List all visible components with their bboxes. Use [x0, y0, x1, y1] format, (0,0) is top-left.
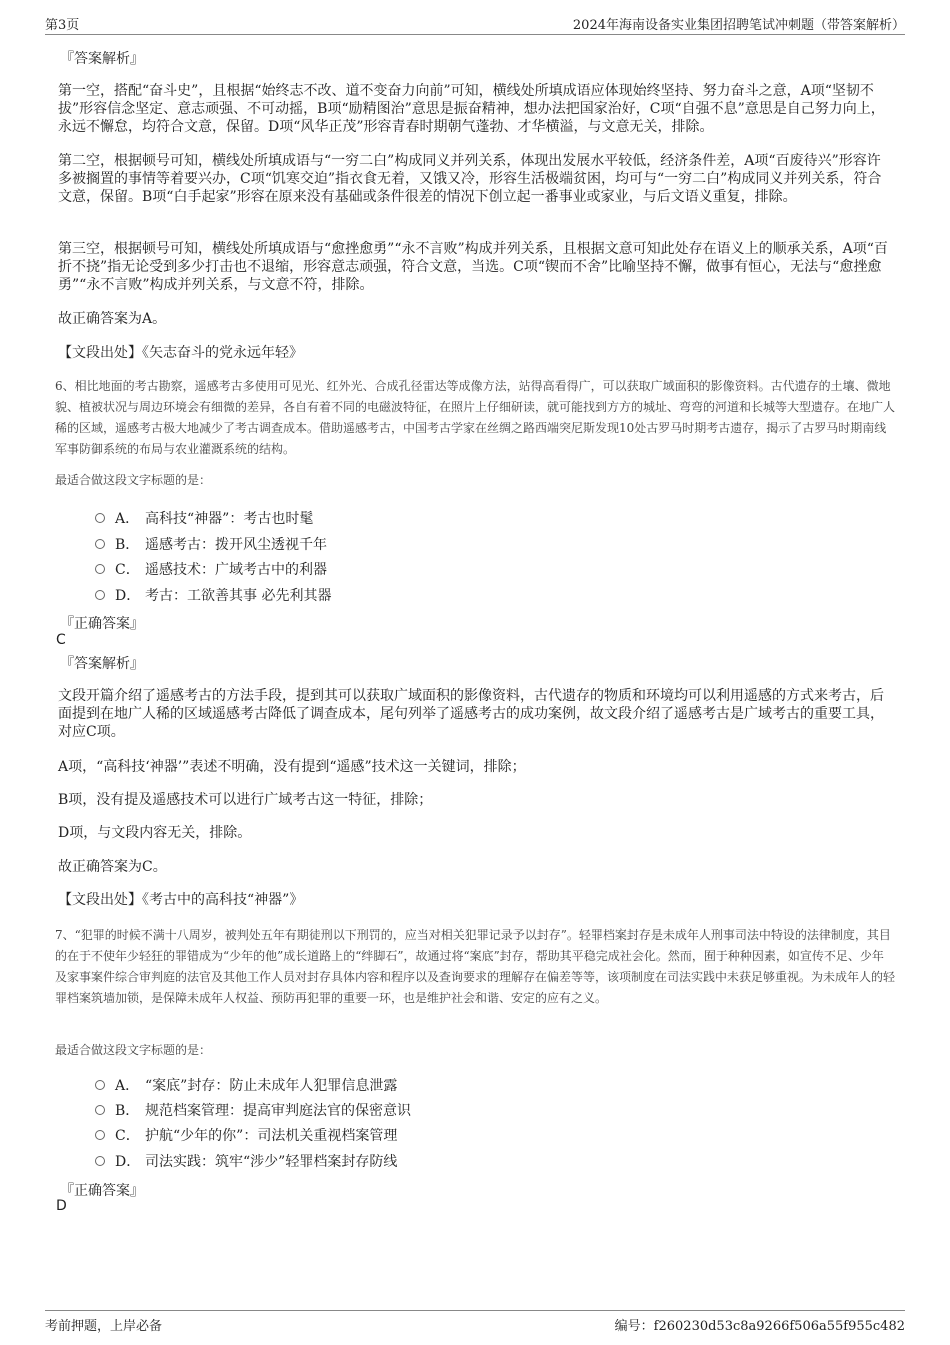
radio-icon[interactable] — [95, 564, 105, 574]
q6-option-a[interactable] — [95, 508, 313, 528]
page-footer — [45, 1310, 905, 1335]
option-letter: B． — [115, 1103, 140, 1119]
q6-analysis-paragraph-4: D项，与文段内容无关，排除。 — [58, 825, 252, 841]
option-letter: A． — [115, 511, 140, 527]
q5-analysis-paragraph-2: 第二空，根据顿号可知，横线处所填成语与“一穷二白”构成同义并列关系，体现出发展水平较低，经济条件差，A项“百废待兴”形容许多被搁置的事情等着要兴办，C项“饥寒交迫”指衣食无着，又饿又冷，形容生活极端贫困，均可与“一穷二白”构成同义并列关系，符合文意，保留。B项“白手起家”形容在原来没有基础或条件很差的情况下创立起一番事业或家业，与后文语义重复，排除。 — [58, 153, 882, 205]
q6-analysis-paragraph-3: B项，没有提及遥感技术可以进行广域考古这一特征，排除； — [58, 792, 433, 808]
q6-analysis-paragraph-1: 文段开篇介绍了遥感考古的方法手段，提到其可以获取广域面积的影像资料，古代遗存的物质和环境均可以利用遥感的方式来考古，后面提到在地广人稀的区域遥感考古降低了调查成本，尾句列举了遥感考古的成功案例，故文段介绍了遥感考古是广域考古的重要工具，对应C项。 — [58, 688, 884, 740]
option-text: 护航“少年的你”：司法机关重视档案管理 — [145, 1128, 398, 1144]
option-letter: D． — [115, 588, 141, 604]
radio-icon[interactable] — [95, 1130, 105, 1140]
option-letter: B． — [115, 537, 140, 553]
option-text: 规范档案管理：提高审判庭法官的保密意识 — [145, 1103, 411, 1119]
q6-stem: 6、相比地面的考古勘察，遥感考古多使用可见光、红外光、合成孔径雷达等成像方法，站得高看得广，可以获取广域面积的影像资料。古代遗存的土壤、微地貌、植被状况与周边环境会有细微的差异，各自有着不同的电磁波特征，在照片上仔细研读，就可能找到方方的城址、弯弯的河道和长城等大型遗存。在地广人稀的区域，遥感考古极大地减少了考古调查成本。借助遥感考古，中国考古学家在丝绸之路西端突尼斯发现10处古罗马时期考古遗存，揭示了古罗马时期南线军事防御系统的布局与农业灌溉系统的结构。 — [55, 379, 896, 456]
q7-option-a[interactable] — [95, 1075, 397, 1095]
q6-option-d[interactable] — [95, 585, 331, 605]
q7-prompt: 最适合做这段文字标题的是： — [55, 1043, 212, 1057]
document-title: 2024年海南设备实业集团招聘笔试冲刺题（带答案解析） — [572, 18, 905, 33]
radio-icon[interactable] — [95, 1080, 105, 1090]
q7-option-d[interactable] — [95, 1151, 397, 1171]
q5-conclusion: 故正确答案为A。 — [58, 311, 167, 327]
q5-source: 【文段出处】《矢志奋斗的党永远年轻》 — [58, 345, 303, 361]
q6-conclusion: 故正确答案为C。 — [58, 859, 167, 875]
q7-answer: D — [56, 1198, 67, 1214]
option-text: “案底”封存：防止未成年人犯罪信息泄露 — [145, 1078, 398, 1094]
q7-option-b[interactable] — [95, 1100, 411, 1120]
option-text: 考古：工欲善其事 必先利其器 — [145, 588, 332, 604]
radio-icon[interactable] — [95, 1156, 105, 1166]
q6-source: 【文段出处】《考古中的高科技“神器”》 — [58, 892, 304, 908]
q5-analysis-paragraph-3: 第三空，根据顿号可知，横线处所填成语与“愈挫愈勇”“永不言败”构成并列关系，且根据文意可知此处存在语义上的顺承关系，A项“百折不挠”指无论受到多少打击也不退缩，形容意志顽强，符合文意，当选。C项“锲而不舍”比喻坚持不懈，做事有恒心，无法与“愈挫愈勇”“永不言败”构成并列关系，与文意不符，排除。 — [58, 241, 888, 293]
option-text: 司法实践：筑牢“涉少”轻罪档案封存防线 — [145, 1154, 398, 1170]
option-letter: D． — [115, 1154, 141, 1170]
q6-analysis-label: 『答案解析』 — [60, 656, 144, 672]
radio-icon[interactable] — [95, 590, 105, 600]
q5-analysis-label: 『答案解析』 — [60, 51, 144, 67]
q6-answer: C — [56, 632, 66, 648]
radio-icon[interactable] — [95, 539, 105, 549]
option-text: 遥感考古：拨开风尘透视千年 — [145, 537, 327, 553]
footer-slogan: 考前押题，上岸必备 — [45, 1319, 163, 1334]
q7-option-c[interactable] — [95, 1125, 397, 1145]
option-text: 高科技“神器”：考古也时髦 — [145, 511, 314, 527]
option-letter: A． — [115, 1078, 140, 1094]
option-text: 遥感技术：广域考古中的利器 — [145, 562, 327, 578]
q6-analysis-paragraph-2: A项，“高科技‘神器’”表述不明确，没有提到“遥感”技术这一关键词，排除； — [58, 759, 526, 775]
q7-answer-label: 『正确答案』 — [60, 1183, 144, 1199]
radio-icon[interactable] — [95, 1105, 105, 1115]
option-letter: C． — [115, 1128, 140, 1144]
document-id: 编号：f260230d53c8a9266f506a55f955c482 — [614, 1319, 905, 1334]
q6-prompt: 最适合做这段文字标题的是： — [55, 473, 212, 487]
q6-answer-label: 『正确答案』 — [60, 616, 144, 632]
option-letter: C． — [115, 562, 140, 578]
page-header — [45, 12, 905, 35]
radio-icon[interactable] — [95, 513, 105, 523]
q6-option-c[interactable] — [95, 559, 327, 579]
q7-stem: 7、“犯罪的时候不满十八周岁，被判处五年有期徒刑以下刑罚的，应当对相关犯罪记录予以封存”。轻罪档案封存是未成年人刑事司法中特设的法律制度，其目的在于不使年少轻狂的罪错成为“少年的他”成长道路上的“绊脚石”，故通过将“案底”封存，帮助其平稳完成社会化。然而，囿于种种因素，如宣传不足、少年及家事案件综合审判庭的法官及其他工作人员对封存具体内容和程序以及查询要求的理解存在偏差等等，该项制度在司法实践中未获足够重视。为未成年人的轻罪档案筑墙加锁，是保障未成年人权益、预防再犯罪的重要一环，也是维护社会和谐、安定的应有之义。 — [55, 928, 896, 1005]
page-number: 第3页 — [45, 18, 80, 33]
q5-analysis-paragraph-1: 第一空，搭配“奋斗史”，且根据“始终志不改、道不变奋力向前”可知，横线处所填成语应体现始终坚持、努力奋斗之意，A项“坚韧不拔”形容信念坚定、意志顽强、不可动摇，B项“励精图治”意思是振奋精神，想办法把国家治好，C项“自强不息”意思是自己努力向上，永远不懈怠，均符合文意，保留。D项“风华正茂”形容青春时期朝气蓬勃、才华横溢，与文意无关，排除。 — [58, 83, 885, 135]
q6-option-b[interactable] — [95, 534, 327, 554]
